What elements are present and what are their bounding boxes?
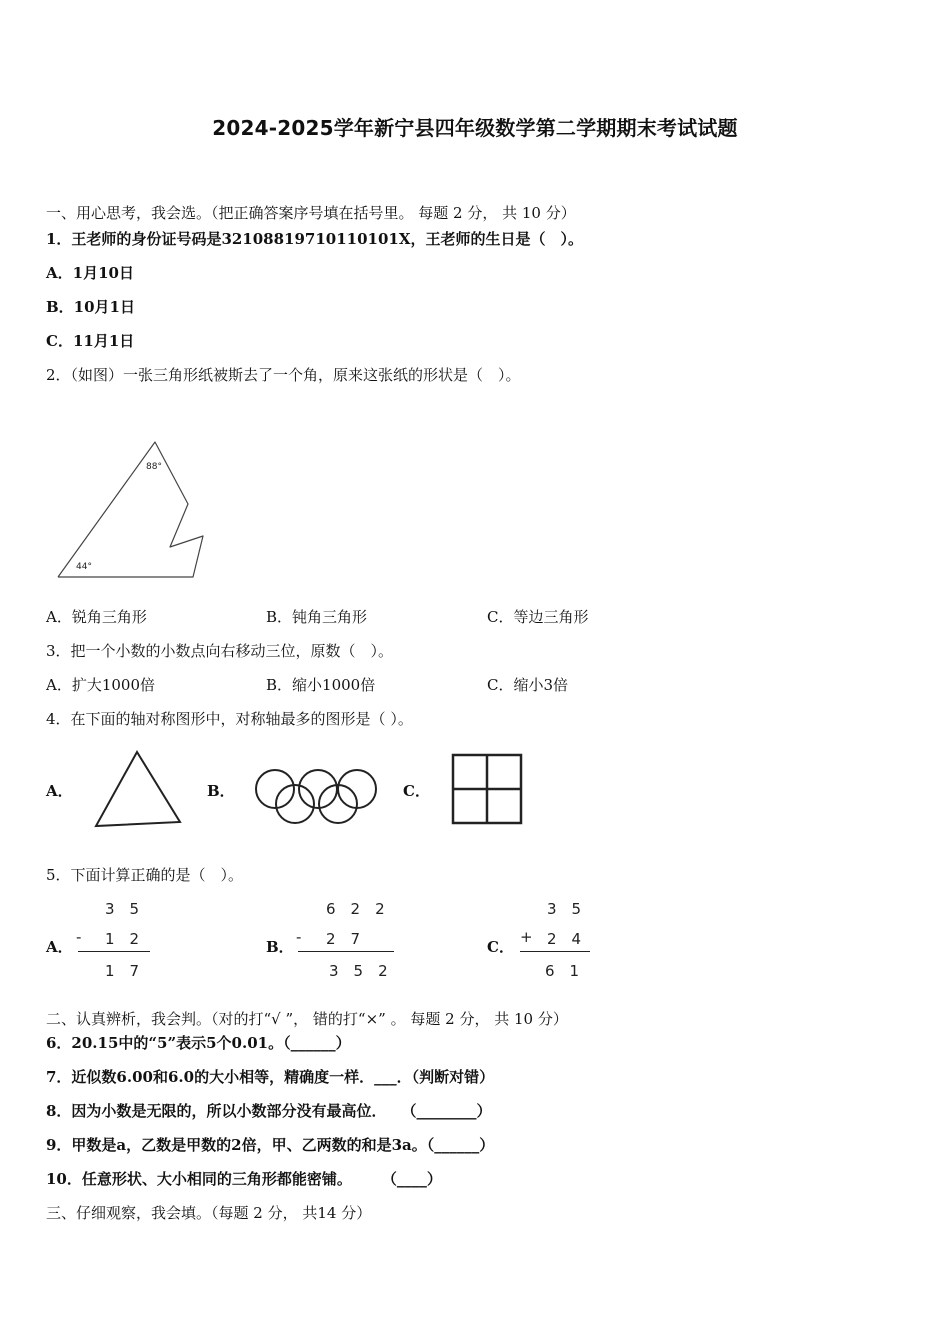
q5-label-c: C． (487, 938, 514, 956)
q3-text: 3．把一个小数的小数点向右移动三位，原数（ ）。 (46, 642, 394, 660)
section1-heading: 一、用心思考，我会选。（把正确答案序号填在括号里。 每题 2 分， 共 10 分） (46, 204, 576, 222)
q1-option-a: A．1月10日 (46, 264, 134, 282)
q5-calc-a (76, 898, 156, 984)
q2-option-c: C．等边三角形 (487, 608, 589, 626)
q4-label-b: B． (207, 782, 235, 800)
calc-c-second: 2 4 (547, 930, 582, 948)
calc-c-result: 6 1 (545, 962, 580, 980)
q8-text: 8．因为小数是无限的，所以小数部分没有最高位． （________） (46, 1102, 492, 1120)
q1-option-c: C．11月1日 (46, 332, 135, 350)
q2-option-a: A．锐角三角形 (46, 608, 147, 626)
q5-label-b: B． (266, 938, 294, 956)
calc-a-second: 1 2 (105, 930, 140, 948)
q10-text: 10．任意形状、大小相同的三角形都能密铺。 （____） (46, 1170, 442, 1188)
q3-option-a: A．扩大1000倍 (46, 676, 156, 694)
page-title: 2024-2025学年新宁县四年级数学第二学期期末考试试题 (212, 116, 738, 140)
calc-b-second: 2 7 (326, 930, 361, 948)
section3-heading: 三、仔细观察，我会填。（每题 2 分， 共14 分） (46, 1204, 372, 1222)
torn-triangle-figure (50, 432, 220, 582)
calc-c-top: 3 5 (547, 900, 582, 918)
calc-a-operator: - (76, 928, 82, 946)
calc-c-operator: + (520, 928, 533, 946)
q2-option-b: B．钝角三角形 (266, 608, 368, 626)
torn-triangle-outline (58, 442, 203, 577)
q4-label-a: A． (46, 782, 73, 800)
q4-label-c: C． (403, 782, 430, 800)
calc-c-rule (520, 951, 590, 952)
q6-text: 6．20.15中的“5”表示5个0.01。（______） (46, 1034, 351, 1052)
q7-text: 7．近似数6.00和6.0的大小相等，精确度一样．___．（判断对错） (46, 1068, 495, 1086)
calc-a-result: 1 7 (105, 962, 140, 980)
calc-a-rule (78, 951, 150, 952)
q4-text: 4．在下面的轴对称图形中，对称轴最多的图形是（ ）。 (46, 710, 413, 728)
calc-b-rule (298, 951, 394, 952)
q1-text: 1．王老师的身份证号码是32108819710110101X，王老师的生日是（ ）。 (46, 230, 584, 248)
q5-text: 5．下面计算正确的是（ ）。 (46, 866, 244, 884)
triangle-figure (90, 748, 186, 830)
q5-label-a: A． (46, 938, 73, 956)
q1-option-b: B．10月1日 (46, 298, 135, 316)
calc-b-operator: - (296, 928, 302, 946)
angle-44-label: 44° (76, 562, 92, 572)
calc-b-result: 3 5 2 (329, 962, 388, 980)
q2-text: 2．（如图）一张三角形纸被斯去了一个角，原来这张纸的形状是（ ）。 (46, 366, 521, 384)
calc-a-top: 3 5 (105, 900, 140, 918)
angle-88-label: 88° (146, 462, 162, 472)
q5-calc-c (518, 898, 598, 984)
q3-option-b: B．缩小1000倍 (266, 676, 376, 694)
square-grid-figure (450, 752, 524, 826)
q5-calc-b (296, 898, 406, 984)
q3-option-c: C．缩小3倍 (487, 676, 569, 694)
olympic-rings-figure (250, 764, 384, 830)
section2-heading: 二、认真辨析，我会判。（对的打“√ ”， 错的打“×” 。 每题 2 分， 共 10 分） (46, 1010, 568, 1028)
calc-b-top: 6 2 2 (326, 900, 385, 918)
q9-text: 9．甲数是a，乙数是甲数的2倍，甲、乙两数的和是3a。（______） (46, 1136, 495, 1154)
